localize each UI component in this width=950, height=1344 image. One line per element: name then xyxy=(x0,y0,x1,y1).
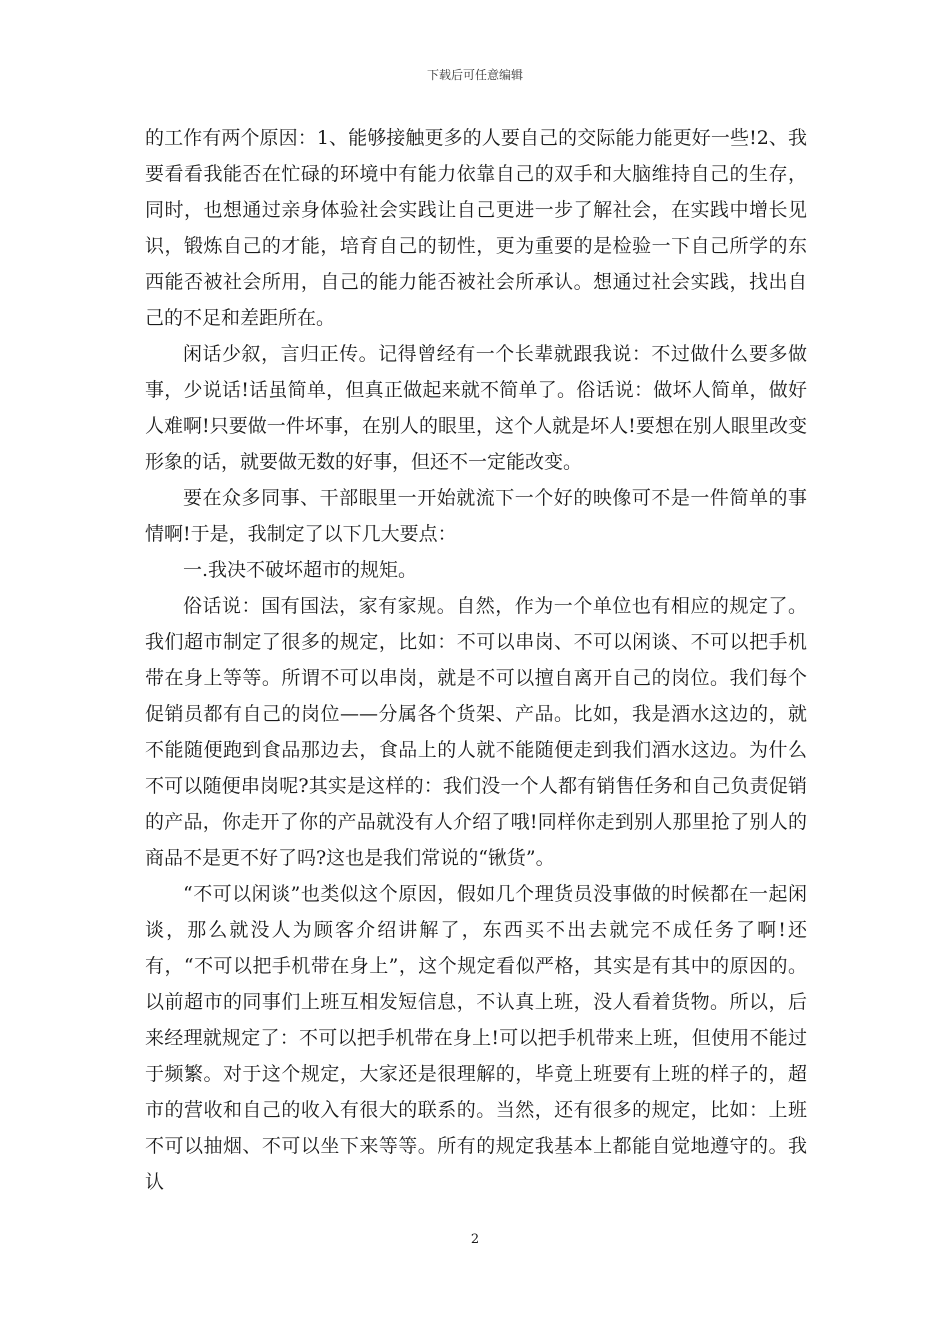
paragraph: “不可以闲谈”也类似这个原因，假如几个理货员没事做的时候都在一起闲谈，那么就没人为顾客介绍讲解了，东西买不出去就完不成任务了啊!还有，“不可以把手机带在身上”，这个规定看似严格，其实是有其中的原因的。以前超市的同事们上班互相发短信息，不认真上班，没人看着货物。所以，后来经理就规定了：不可以把手机带在身上!可以把手机带来上班，但使用不能过于频繁。对于这个规定，大家还是很理解的，毕竟上班要有上班的样子的，超市的营收和自己的收入有很大的联系的。当然，还有很多的规定，比如：上班不可以抽烟、不可以坐下来等等。所有的规定我基本上都能自觉地遵守的。我认 xyxy=(145,883,807,1193)
page-number: 2 xyxy=(470,1232,480,1247)
paragraph-continuation: 的工作有两个原因：1、能够接触更多的人要自己的交际能力能更好一些!2、我要看看我能否在忙碌的环境中有能力依靠自己的双手和大脑维持自己的生存，同时，也想通过亲身体验社会实践让自己更进一步了解社会，在实践中增长见识，锻炼自己的才能，培育自己的韧性，更为重要的是检验一下自己所学的东西能否被社会所用，自己的能力能否被社会所承认。想通过社会实践，找出自己的不足和差距所在。 xyxy=(145,127,807,329)
header-note: 下载后可任意编辑 xyxy=(426,68,523,82)
section-heading: 一.我决不破坏超市的规矩。 xyxy=(183,559,418,581)
paragraph: 俗话说：国有国法，家有家规。自然，作为一个单位也有相应的规定了。我们超市制定了很多的规定，比如：不可以串岗、不可以闲谈、不可以把手机带在身上等等。所谓不可以串岗，就是不可以擅自离开自己的岗位。我们每个促销员都有自己的岗位——分属各个货架、产品。比如，我是酒水这边的，就不能随便跑到食品那边去，食品上的人就不能随便走到我们酒水这边。为什么不可以随便串岗呢?其实是这样的：我们没一个人都有销售任务和自己负责促销的产品，你走开了你的产品就没有人介绍了哦!同样你走到别人那里抢了别人的商品不是更不好了吗?这也是我们常说的“锹货”。 xyxy=(145,595,807,869)
paragraph: 闲话少叙，言归正传。记得曾经有一个长辈就跟我说：不过做什么要多做事，少说话!话虽简单，但真正做起来就不简单了。俗话说：做坏人简单，做好人难啊!只要做一件坏事，在别人的眼里，这个人就是坏人!要想在别人眼里改变形象的话，就要做无数的好事，但还不一定能改变。 xyxy=(145,343,807,473)
body-text xyxy=(145,120,807,1200)
paragraph: 要在众多同事、干部眼里一开始就流下一个好的映像可不是一件简单的事情啊!于是，我制定了以下几大要点： xyxy=(145,487,807,545)
